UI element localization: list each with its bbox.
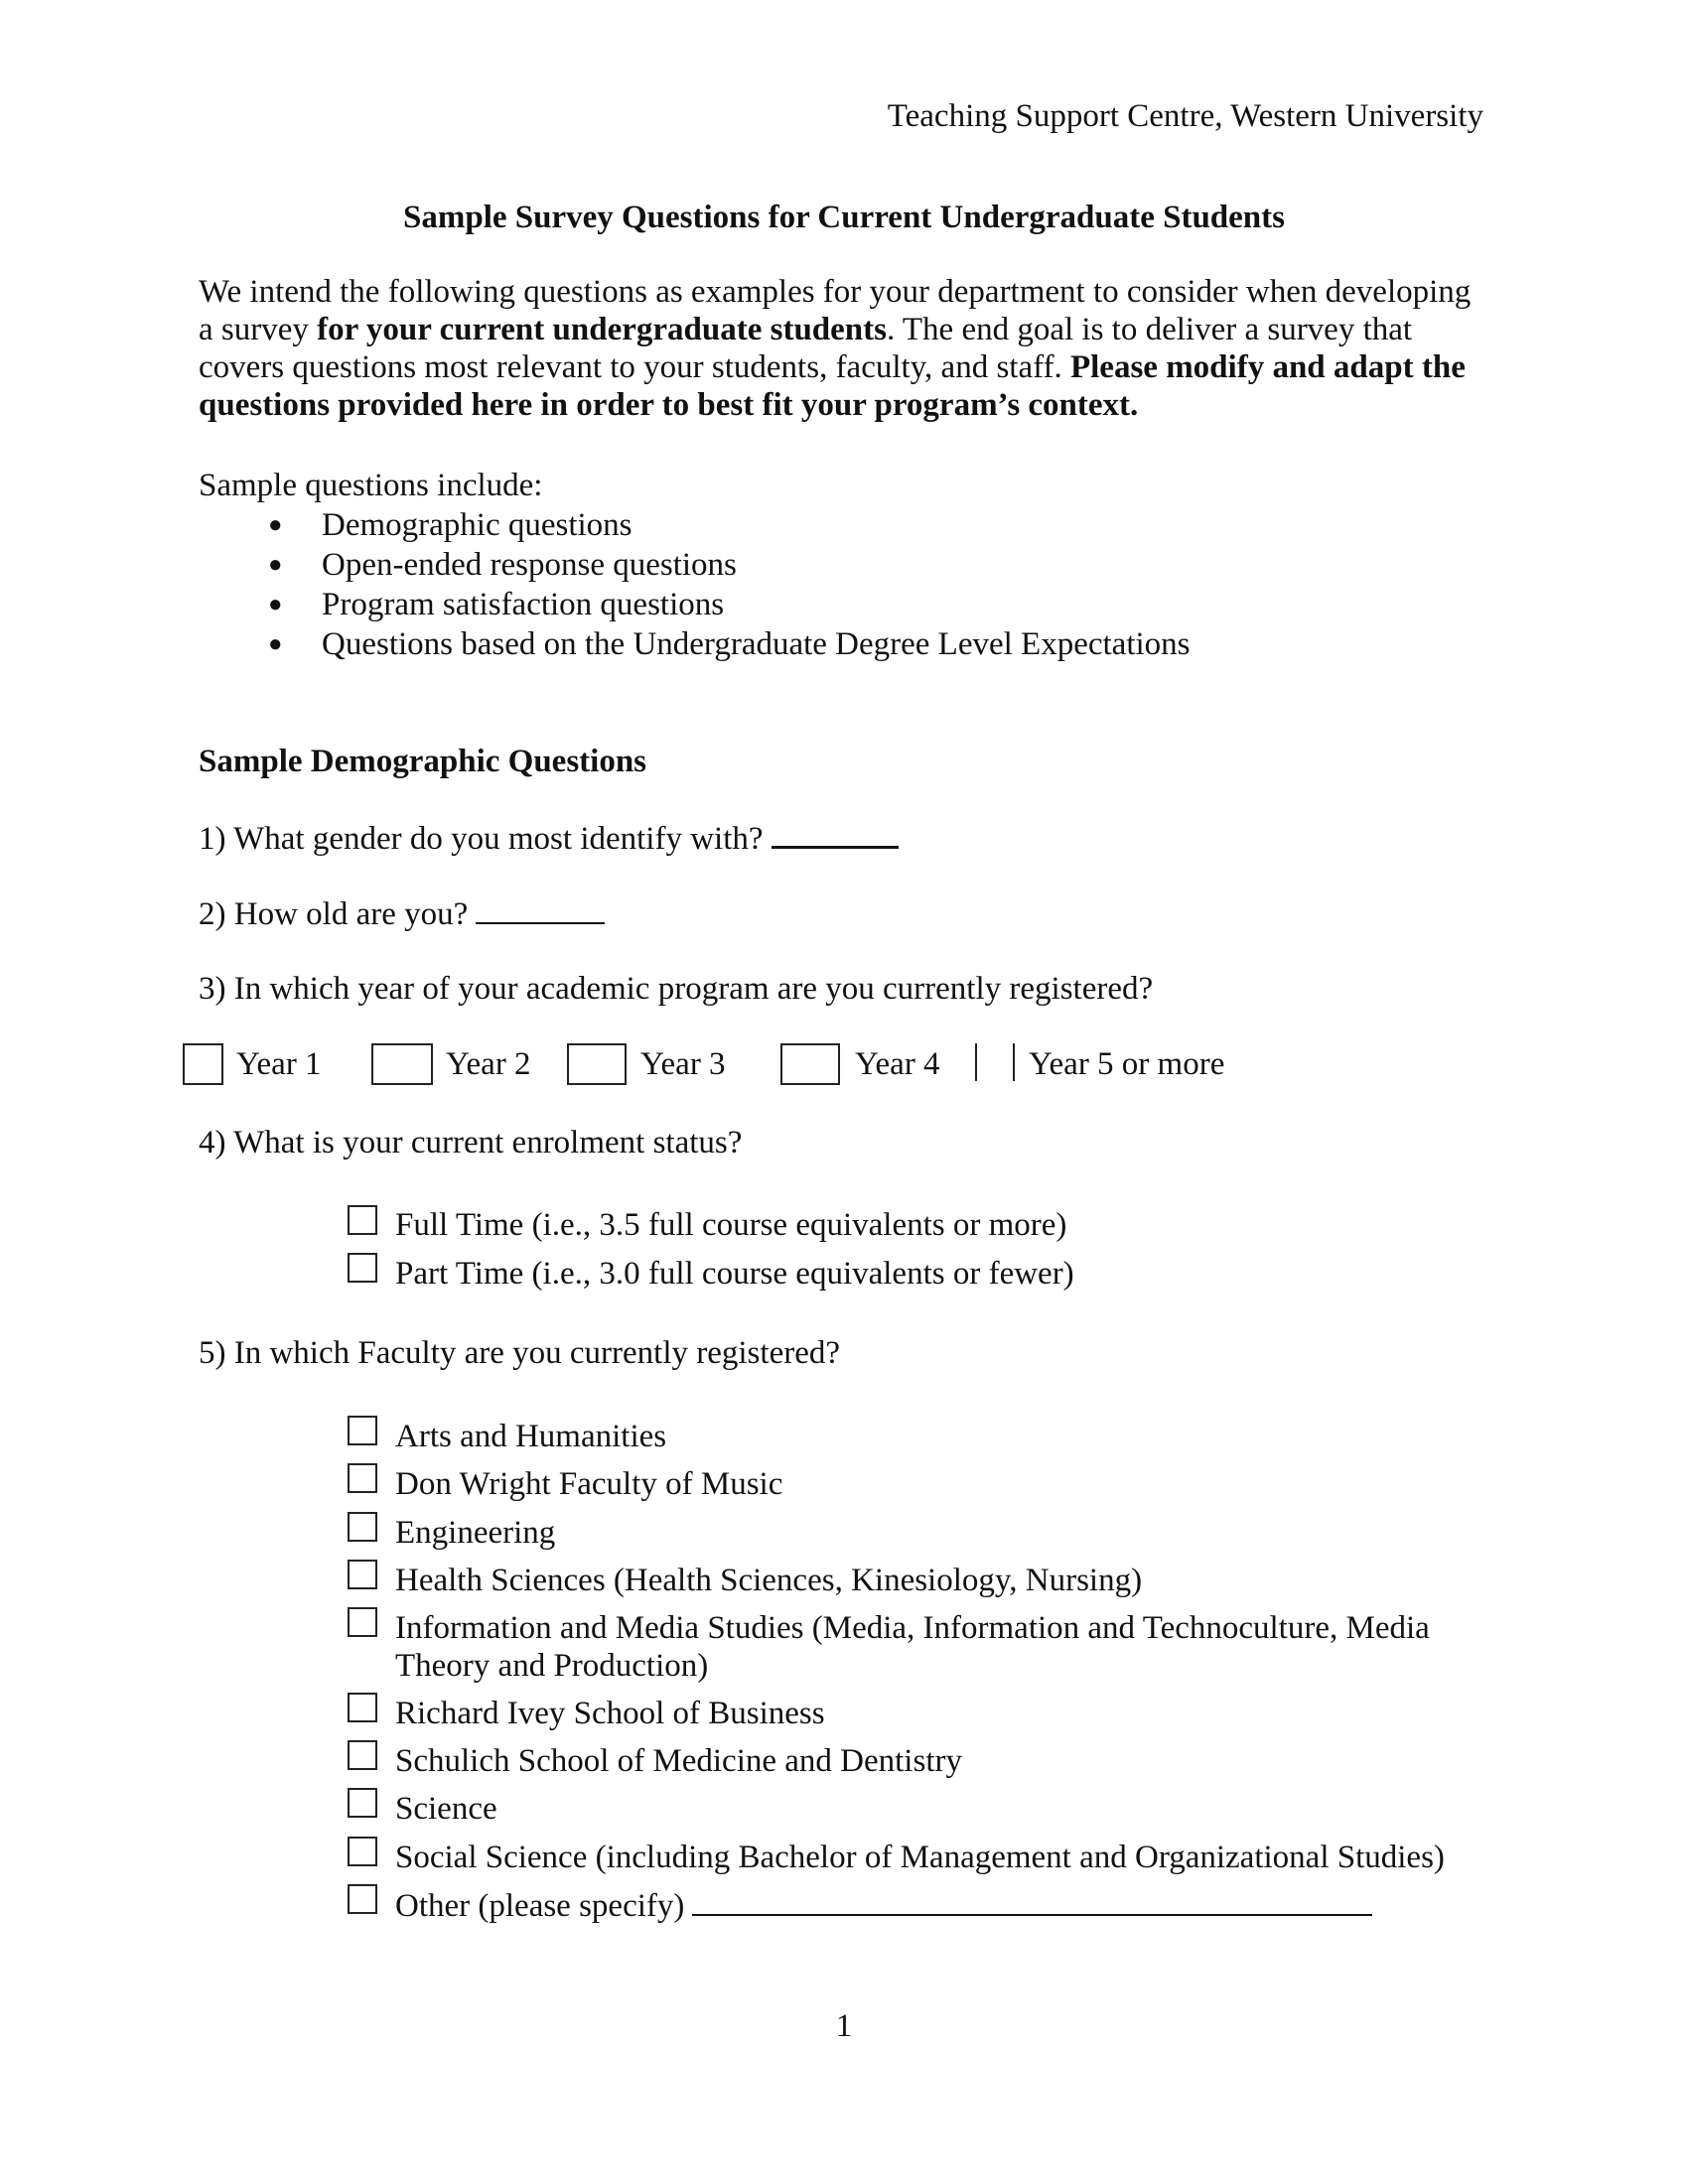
header-institution: Teaching Support Centre, Western University bbox=[887, 98, 1483, 134]
intro-text-2: . The end goal is to deliver a survey that covers questions most relevant to your students, faculty, and staff. bbox=[199, 312, 1413, 385]
year-1-checkbox[interactable] bbox=[183, 1043, 223, 1085]
full-time-checkbox[interactable] bbox=[348, 1205, 377, 1235]
intro-paragraph bbox=[199, 273, 1489, 424]
intro-bold-1: for your current undergraduate students bbox=[317, 312, 887, 347]
question-text: 1) What gender do you most identify with? bbox=[199, 821, 764, 857]
year-option-label: Year 5 or more bbox=[1029, 1046, 1225, 1082]
faculty-checkbox[interactable] bbox=[348, 1560, 377, 1589]
year-option-label: Year 2 bbox=[446, 1046, 531, 1082]
intro-bold-2: Please modify and adapt the questions provided here in order to best fit your program’s context. bbox=[199, 349, 1466, 423]
question-age bbox=[199, 894, 605, 933]
faculty-checkbox[interactable] bbox=[348, 1788, 377, 1818]
page-title: Sample Survey Questions for Current Undergraduate Students bbox=[403, 200, 1285, 235]
year-3-checkbox[interactable] bbox=[567, 1043, 627, 1085]
question-faculty: 5) In which Faculty are you currently registered? bbox=[199, 1335, 840, 1371]
faculty-other-option bbox=[395, 1886, 1372, 1925]
question-enrolment: 4) What is your current enrolment status? bbox=[199, 1125, 743, 1160]
bullet-icon: ● bbox=[268, 631, 283, 657]
list-item: Demographic questions bbox=[322, 507, 633, 543]
year-5-checkbox-right-edge bbox=[1013, 1043, 1015, 1081]
year-2-checkbox[interactable] bbox=[371, 1043, 433, 1085]
question-year: 3) In which year of your academic program are you currently registered? bbox=[199, 971, 1154, 1007]
faculty-checkbox[interactable] bbox=[348, 1416, 377, 1445]
page-number: 1 bbox=[835, 2008, 853, 2044]
year-option-label: Year 4 bbox=[855, 1046, 940, 1082]
faculty-option-label: Information and Media Studies (Media, Information and Technoculture, Media bbox=[395, 1610, 1430, 1646]
year-4-checkbox[interactable] bbox=[780, 1043, 840, 1085]
faculty-checkbox[interactable] bbox=[348, 1740, 377, 1770]
faculty-checkbox[interactable] bbox=[348, 1693, 377, 1722]
faculty-option-label: Other (please specify) bbox=[395, 1888, 685, 1924]
enrolment-option-label: Part Time (i.e., 3.0 full course equivalents or fewer) bbox=[395, 1256, 1074, 1292]
age-answer-blank[interactable] bbox=[476, 894, 605, 924]
faculty-option-label: Engineering bbox=[395, 1515, 556, 1551]
year-option-label: Year 1 bbox=[236, 1046, 322, 1082]
list-item: Open-ended response questions bbox=[322, 547, 737, 583]
faculty-option-label: Social Science (including Bachelor of Management and Organizational Studies) bbox=[395, 1840, 1445, 1875]
sample-include-label: Sample questions include: bbox=[199, 468, 543, 503]
other-specify-blank[interactable] bbox=[692, 1886, 1372, 1916]
faculty-option-label: Health Sciences (Health Sciences, Kinesiology, Nursing) bbox=[395, 1563, 1143, 1598]
faculty-checkbox[interactable] bbox=[348, 1512, 377, 1542]
faculty-option-label-continued: Theory and Production) bbox=[395, 1648, 709, 1684]
gender-answer-blank[interactable] bbox=[772, 818, 899, 849]
list-item: Program satisfaction questions bbox=[322, 587, 725, 622]
faculty-option-label: Don Wright Faculty of Music bbox=[395, 1466, 783, 1502]
intro-text-1: We intend the following questions as examples for your department to consider when developing a survey bbox=[199, 274, 1472, 347]
list-item: Questions based on the Undergraduate Degree Level Expectations bbox=[322, 626, 1191, 662]
bullet-icon: ● bbox=[268, 592, 283, 617]
year-option-label: Year 3 bbox=[640, 1046, 726, 1082]
faculty-checkbox[interactable] bbox=[348, 1837, 377, 1866]
faculty-checkbox[interactable] bbox=[348, 1463, 377, 1493]
enrolment-option-label: Full Time (i.e., 3.5 full course equivalents or more) bbox=[395, 1207, 1067, 1243]
part-time-checkbox[interactable] bbox=[348, 1253, 377, 1283]
question-gender bbox=[199, 818, 899, 858]
faculty-option-label: Richard Ivey School of Business bbox=[395, 1696, 825, 1731]
year-5-checkbox-left-edge[interactable] bbox=[975, 1043, 977, 1081]
faculty-option-label: Schulich School of Medicine and Dentistry bbox=[395, 1743, 962, 1779]
faculty-option-label: Science bbox=[395, 1791, 497, 1827]
faculty-option-label: Arts and Humanities bbox=[395, 1419, 667, 1454]
faculty-checkbox[interactable] bbox=[348, 1607, 377, 1637]
faculty-other-checkbox[interactable] bbox=[348, 1884, 377, 1914]
bullet-icon: ● bbox=[268, 552, 283, 578]
bullet-icon: ● bbox=[268, 512, 283, 538]
section-heading: Sample Demographic Questions bbox=[199, 744, 647, 779]
question-text: 2) How old are you? bbox=[199, 896, 469, 932]
